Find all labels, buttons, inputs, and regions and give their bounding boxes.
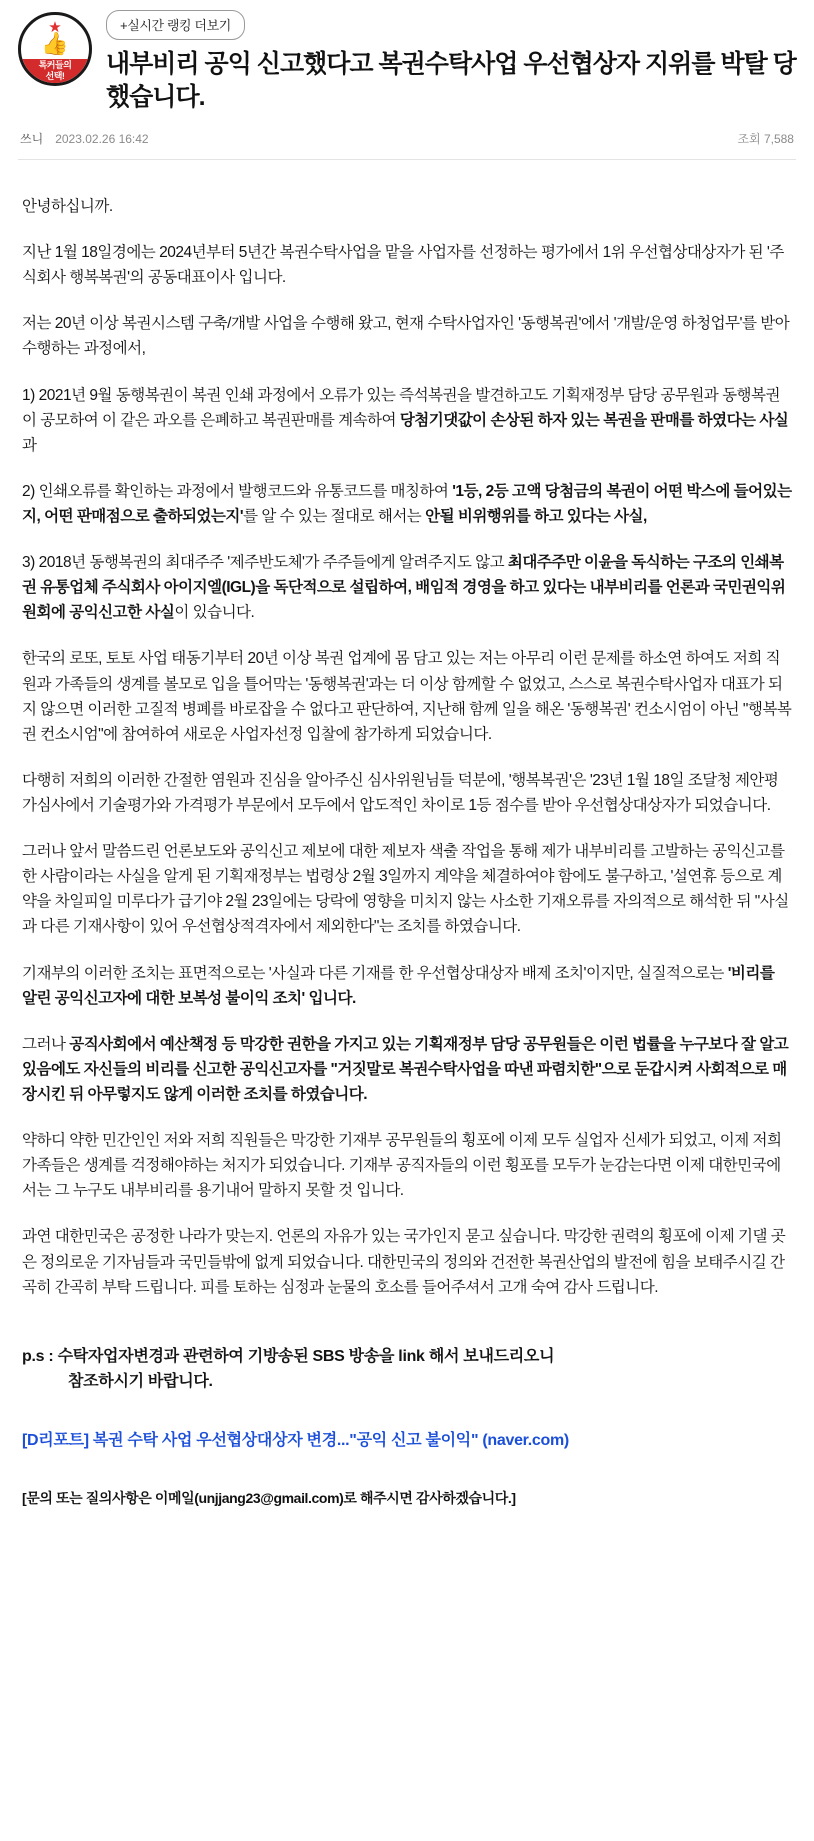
ps-text-4: 참조하시기 바랍니다. xyxy=(68,1373,213,1391)
badge-ribbon-line1: 톡커들의 xyxy=(38,60,72,70)
officials-text-b: 공직사회에서 예산책정 등 막강한 권한을 가지고 있는 기획재정부 담당 공무원들은 이런 법률을 누구보다 잘 알고 있음에도 자신들의 비리를 신고한 공익신고자를 "거짓말로 복권수탁사업을 따낸 파렴치한"으로 둔갑시켜 사회적으로 매장시킨 뒤 아무렇지도 않게 이러한 조치를 하였습니다. xyxy=(22,1035,789,1103)
news-article-link[interactable]: [D리포트] 복권 수탁 사업 우선협상대상자 변경..."공익 신고 불이익" (naver.com) xyxy=(22,1431,569,1449)
ps-link-word[interactable]: link xyxy=(398,1347,425,1365)
post-date: 2023.02.26 16:42 xyxy=(55,131,149,146)
item-2-text-c: 를 알 수 있는 절대로 해서는 xyxy=(243,507,426,525)
page-title: 내부비리 공익 신고했다고 복권수탁사업 우선협상자 지위를 박탈 당했습니다. xyxy=(106,50,796,111)
choice-badge xyxy=(18,12,92,86)
item-3-text-c: 이 있습니다. xyxy=(174,604,255,622)
item-1-text-a: 1) 2021년 9월 동행복권이 복권 인쇄 과정에서 오류가 있는 즉석복권을 발견하고도 기획재정부 담당 공무원과 동행복권이 공모하여 이 같은 과오를 은폐하고 복권판매를 계속하여 xyxy=(22,386,780,429)
header-title-area xyxy=(92,10,796,114)
postscript xyxy=(22,1344,792,1395)
ps-broadcaster: SBS xyxy=(312,1347,345,1365)
paragraph-retaliation xyxy=(22,961,792,1011)
paragraph-exclusion: 그러나 앞서 말씀드린 언론보도와 공익신고 제보에 대한 제보자 색출 작업을 통해 제가 내부비리를 고발하는 공익신고를 한 사람이라는 사실을 알게 된 기획재정부는 법령상 2월 3일까지 계약을 체결하여야 함에도 불구하고, '설연휴 등으로 계약을 차일피일 미루다가 급기야 2월 23일에는 당락에 영향을 미치지 않는 사소한 기재오류를 자의적으로 해석한 뒤 "사실과 다른 기재사항이 있어 우선협상적격자에서 제외한다"는 조치를 하였습니다. xyxy=(22,843,789,936)
item-1-text-b: 당첨기댓값이 손상된 하자 있는 복권을 판매를 하였다는 사실 xyxy=(399,411,789,429)
item-1-text-c: 과 xyxy=(22,436,37,454)
retaliation-text-a: 기재부의 이러한 조치는 표면적으로는 '사실과 다른 기재를 한 우선협상대상자 배제 조치'이지만, 실질적으로는 xyxy=(22,964,728,982)
item-3-text-b: 최대주주만 이윤을 독식하는 구조의 인쇄복권 유통업체 주식회사 아이지엘(IGL)을 독단적으로 설립하여, 배임적 경영을 하고 있다는 내부비리를 언론과 국민권익위원회에 공익신고한 사실 xyxy=(22,554,786,622)
star-icon: ★ xyxy=(48,19,62,36)
paragraph-item-3 xyxy=(22,550,792,625)
paragraph-bid-result: 다행히 저희의 이러한 간절한 염원과 진심을 알아주신 심사위원님들 덕분에, '행복복권'은 '23년 1월 18일 조달청 제안평가심사에서 기술평가와 가격평가 부문에서 모두에서 압도적인 차이로 1등 점수를 받아 우선협상대상자가 되었습니다. xyxy=(22,771,779,814)
view-count: 조회 7,588 xyxy=(737,132,794,146)
paragraph-item-1 xyxy=(22,383,792,458)
officials-text-a: 그러나 xyxy=(22,1035,70,1053)
paragraph-item-2 xyxy=(22,479,792,529)
header-top-row xyxy=(18,10,796,114)
paragraph-greeting: 안녕하십니까. xyxy=(22,198,113,215)
badge-ribbon-line2: 선택! xyxy=(45,71,65,81)
ps-text-2: 방송을 xyxy=(348,1347,395,1365)
item-2-text-d: 안될 비위행위를 하고 있다는 사실, xyxy=(425,507,647,525)
contact-notice: [문의 또는 질의사항은 이메일(unjjang23@gmail.com)로 해주시면 감사하겠습니다.] xyxy=(22,1489,516,1506)
paragraph-career: 한국의 로또, 토토 사업 태동기부터 20년 이상 복권 업계에 몸 담고 있는 저는 아무리 이런 문제를 하소연 하여도 저희 직원과 가족들의 생계를 볼모로 입을 틀어막는 '동행복권'과는 더 이상 함께할 수 없었고, 스스로 복권수탁사업자 대표가 되지 않으면 이러한 고질적 병폐를 바로잡을 수 없다고 판단하여, 지난해 함께 일을 해온 '동행복권' 컨소시엄이 아닌 "행복복권 컨소시엄"에 참여하여 새로운 사업자선정 입찰에 참가하게 되었습니다. xyxy=(22,650,792,743)
thumbs-up-icon: 👍 xyxy=(41,31,69,56)
ps-label: p.s : xyxy=(22,1347,54,1365)
item-3-text-a: 3) 2018년 동행복권의 최대주주 '제주반도체'가 주주들에게 알려주지도 않고 xyxy=(22,554,508,572)
post-body xyxy=(0,168,814,1540)
post-header xyxy=(0,0,814,168)
paragraph-background: 저는 20년 이상 복권시스템 구축/개발 사업을 수행해 왔고, 현재 수탁사업자인 '동행복권'에서 '개발/운영 하청업무'를 받아 수행하는 과정에서, xyxy=(22,315,790,358)
ps-text-1: 수탁자업자변경과 관련하여 기방송된 xyxy=(57,1347,309,1365)
item-2-text-a: 2) 인쇄오류를 확인하는 과정에서 발행코드와 유통코드를 매칭하여 xyxy=(22,482,453,500)
realtime-ranking-button[interactable]: +실시간 랭킹 더보기 xyxy=(106,10,245,40)
paragraph-officials xyxy=(22,1032,792,1107)
retaliation-text-b: '비리를 알린 공익신고자에 대한 보복성 불이익 조치' 입니다. xyxy=(22,964,775,1007)
badge-ribbon xyxy=(21,59,89,83)
paragraph-appeal: 과연 대한민국은 공정한 나라가 맞는지. 언론의 자유가 있는 국가인지 묻고 싶습니다. 막강한 권력의 횡포에 이제 기댈 곳은 정의로운 기자님들과 국민들밖에 없게 되었습니다. 대한민국의 정의와 건전한 복권산업의 발전에 힘을 보태주시길 간곡히 간곡히 부탁 드립니다. 피를 토하는 심정과 눈물의 호소를 들어주셔서 고개 숙여 감사 드립니다. xyxy=(22,1228,786,1296)
post-meta xyxy=(18,130,796,160)
ps-text-3: 해서 보내드리오니 xyxy=(428,1347,555,1365)
paragraph-intro: 지난 1월 18일경에는 2024년부터 5년간 복권수탁사업을 맡을 사업자를 선정하는 평가에서 1위 우선협상대상자가 된 '주식회사 행복복권'의 공동대표이사 입니다. xyxy=(22,244,784,287)
author-name[interactable]: 쓰니 xyxy=(20,132,44,146)
paragraph-hardship: 약하디 약한 민간인인 저와 저희 직원들은 막강한 기재부 공무원들의 횡포에 이제 모두 실업자 신세가 되었고, 이제 저희 가족들은 생계를 걱정해야하는 처지가 되었습니다. 기재부 공직자들의 이런 횡포를 모두가 눈감는다면 이제 대한민국에서는 그 누구도 내부비리를 용기내어 말하지 못할 것 입니다. xyxy=(22,1132,782,1200)
item-2-text-b: '1등, 2등 고액 당첨금의 복권이 어떤 박스에 들어있는지, 어떤 판매점으로 출하되었는지' xyxy=(22,482,792,525)
